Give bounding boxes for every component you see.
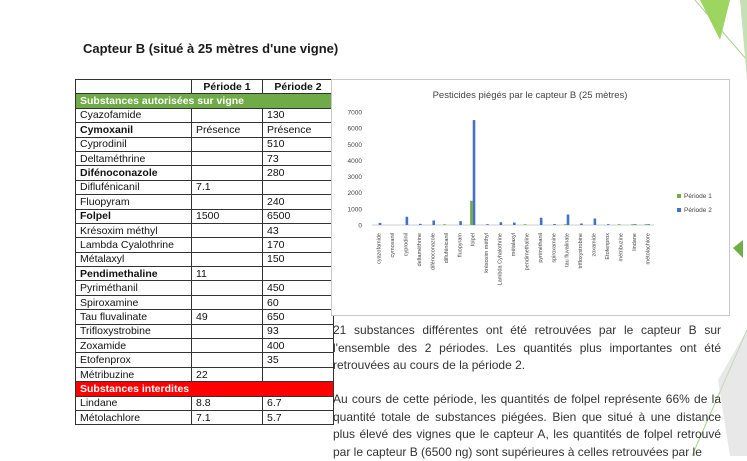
x-tick-label: Etofenprox [605,233,611,260]
y-tick-label: 5000 [347,141,362,149]
table-header-row [76,80,334,94]
substance-name: Cyprodinil [76,137,192,151]
bar-period-2 [500,222,503,225]
y-tick-label: 1000 [347,206,362,214]
bar-period-1 [564,224,567,225]
bar-period-2 [432,220,435,225]
x-tick-label: Lambda Cyhalothrine [497,233,504,286]
substance-name: Zoxamide [76,339,192,353]
period-1-value: 49 [192,310,263,324]
table-row [76,137,334,151]
page-title: Capteur B (situé à 25 mètres d'une vigne) [83,41,339,56]
substance-name: Trifloxystrobine [76,324,192,338]
table-header-period-2: Période 2 [263,80,334,94]
x-tick-label: zoxamide [591,233,598,257]
bar-period-2 [406,217,409,225]
substance-name: Fluopyram [76,195,192,209]
x-tick-label: krésoxim méthyl [484,233,491,273]
period-1-value [192,324,263,338]
table-row [76,295,334,309]
y-tick-label: 3000 [347,174,362,182]
x-tick-label: spiroxamine [551,233,558,263]
x-tick-label: tau fluvalinate [564,233,571,267]
period-1-value [192,195,263,209]
table-row [76,108,334,122]
x-tick-label: métalaxyl [511,233,517,257]
bar-period-1 [631,224,634,225]
x-tick-label: cyprodinil [403,233,410,257]
bar-period-2 [379,223,382,225]
table-row [76,209,334,223]
table-row [76,252,334,266]
table-row [76,324,334,338]
bar-chart [332,80,729,315]
substance-name: Diflufénicanil [76,180,192,194]
period-1-value: 1500 [192,209,263,223]
table-row [76,223,334,237]
bar-period-1 [618,224,621,225]
period-2-value: 43 [263,223,334,237]
table-row [76,310,334,324]
bar-period-1 [645,224,648,225]
table-row [76,339,334,353]
bar-period-2 [419,224,422,225]
period-1-value [192,223,263,237]
table-row [76,195,334,209]
substance-name: Lambda Cyalothrine [76,238,192,252]
substance-name: Lindane [76,396,192,410]
substance-name: Deltaméthrine [76,151,192,165]
x-tick-label: diflufénicanil [443,233,450,264]
substance-name: Krésoxim méthyl [76,223,192,237]
table-header-substance [76,80,192,94]
bar-period-2 [594,219,597,225]
bar-period-1 [524,224,527,225]
period-2-value: 6500 [263,209,334,223]
x-tick-label: fluopyram [457,233,464,258]
x-tick-label: cyazofamide [376,233,383,264]
table-row [76,123,334,137]
bar-period-2 [486,224,489,225]
section-allowed-label: Substances autorisées sur vigne [76,94,334,108]
table-header-period-1: Période 1 [192,80,263,94]
legend-label: Période 1 [684,193,712,200]
bar-period-2 [567,215,570,225]
period-1-value [192,238,263,252]
period-1-value [192,137,263,151]
period-1-value [192,151,263,165]
table-row [76,367,334,381]
period-2-value: 450 [263,281,334,295]
bar-period-2 [540,218,543,225]
table-row [76,396,334,410]
period-1-value [192,281,263,295]
substance-name: Difénoconazole [76,166,192,180]
period-1-value [192,353,263,367]
substance-name: Pyriméthanil [76,281,192,295]
bar-period-2 [473,120,476,225]
bar-period-1 [470,201,473,225]
table-row [76,151,334,165]
period-1-value: Présence [192,123,263,137]
y-tick-label: 4000 [347,157,362,165]
period-2-value: 510 [263,137,334,151]
period-2-value [263,180,334,194]
substance-name: Tau fluvalinate [76,310,192,324]
table-row [76,267,334,281]
period-2-value: 60 [263,295,334,309]
period-2-value: 35 [263,353,334,367]
bar-period-2 [553,224,556,225]
period-2-value: 150 [263,252,334,266]
y-tick-label: 6000 [347,125,362,133]
chart-title: Pesticides piégés par le capteur B (25 mètres) [432,90,628,101]
period-2-value: 170 [263,238,334,252]
table-row [76,166,334,180]
y-tick-label: 7000 [347,109,362,117]
x-tick-label: métolachlore [645,233,652,265]
y-tick-label: 0 [358,222,362,230]
table-row [76,410,334,424]
x-tick-label: trifloxystrobine [578,233,585,269]
period-1-value: 7.1 [192,180,263,194]
period-1-value [192,339,263,353]
table-row [76,180,334,194]
section-banned [76,382,334,396]
x-tick-label: folpel [470,233,477,247]
period-2-value [263,267,334,281]
paragraph-summary: 21 substances différentes ont été retrouvées par le capteur B sur l'ensemble des 2 périodes. Les quantités plus importantes ont été retrouvées au cours de la période 2. [333,323,721,372]
bar-period-2 [513,223,516,225]
legend-swatch [677,208,681,212]
substances-table [75,79,334,425]
substance-name: Métolachlore [76,410,192,424]
period-1-value: 8.8 [192,396,263,410]
period-1-value [192,166,263,180]
y-tick-label: 2000 [347,190,362,198]
table-row [76,281,334,295]
period-1-value: 22 [192,367,263,381]
bar-period-2 [647,224,650,225]
period-2-value: 400 [263,339,334,353]
period-2-value: 93 [263,324,334,338]
section-allowed [76,94,334,108]
substance-name: Cyazofamide [76,108,192,122]
section-banned-label: Substances interdites [76,382,334,396]
period-1-value: 11 [192,267,263,281]
period-1-value [192,295,263,309]
x-tick-label: pyriméthanil [537,233,544,263]
x-tick-label: métribuzine [618,233,625,262]
x-tick-label: difénoconazole [430,233,437,271]
substance-name: Folpel [76,209,192,223]
legend-label: Période 2 [684,207,712,214]
substance-name: Pendimethaline [76,267,192,281]
bar-period-2 [580,223,583,225]
period-2-value: 6.7 [263,396,334,410]
period-1-value [192,108,263,122]
period-1-value: 7.1 [192,410,263,424]
paragraph-folpel: Au cours de cette période, les quantités de folpel représente 66% de la quantité totale de substances piégées. Bien que situé à une distance plus élevé des vignes que le capteur A, les quantités de folpel retrouvé par le capteur B (6500 ng) sont supérieures à celles retrouvées par le [333,392,721,459]
table-row [76,353,334,367]
bar-period-2 [634,224,637,225]
x-tick-label: deltaméthrine [417,233,423,267]
table-row [76,238,334,252]
period-2-value: 130 [263,108,334,122]
substance-name: Métalaxyl [76,252,192,266]
period-2-value: 650 [263,310,334,324]
substance-name: Spiroxamine [76,295,192,309]
substance-name: Métribuzine [76,367,192,381]
legend-swatch [677,194,681,198]
table-body [76,94,334,425]
x-tick-label: cymoxanil [390,233,397,258]
substance-name: Etofenprox [76,353,192,367]
period-2-value: 5.7 [263,410,334,424]
x-tick-label: pendimethaline [524,233,531,271]
period-2-value: 240 [263,195,334,209]
period-2-value: 280 [263,166,334,180]
period-1-value [192,252,263,266]
period-2-value [263,367,334,381]
substance-name: Cymoxanil [76,123,192,137]
period-2-value: 73 [263,151,334,165]
period-2-value: Présence [263,123,334,137]
bar-period-2 [607,224,610,225]
chart-container [331,79,730,316]
bar-period-2 [459,221,462,225]
x-tick-label: lindane [631,233,638,251]
bar-period-1 [443,224,446,225]
